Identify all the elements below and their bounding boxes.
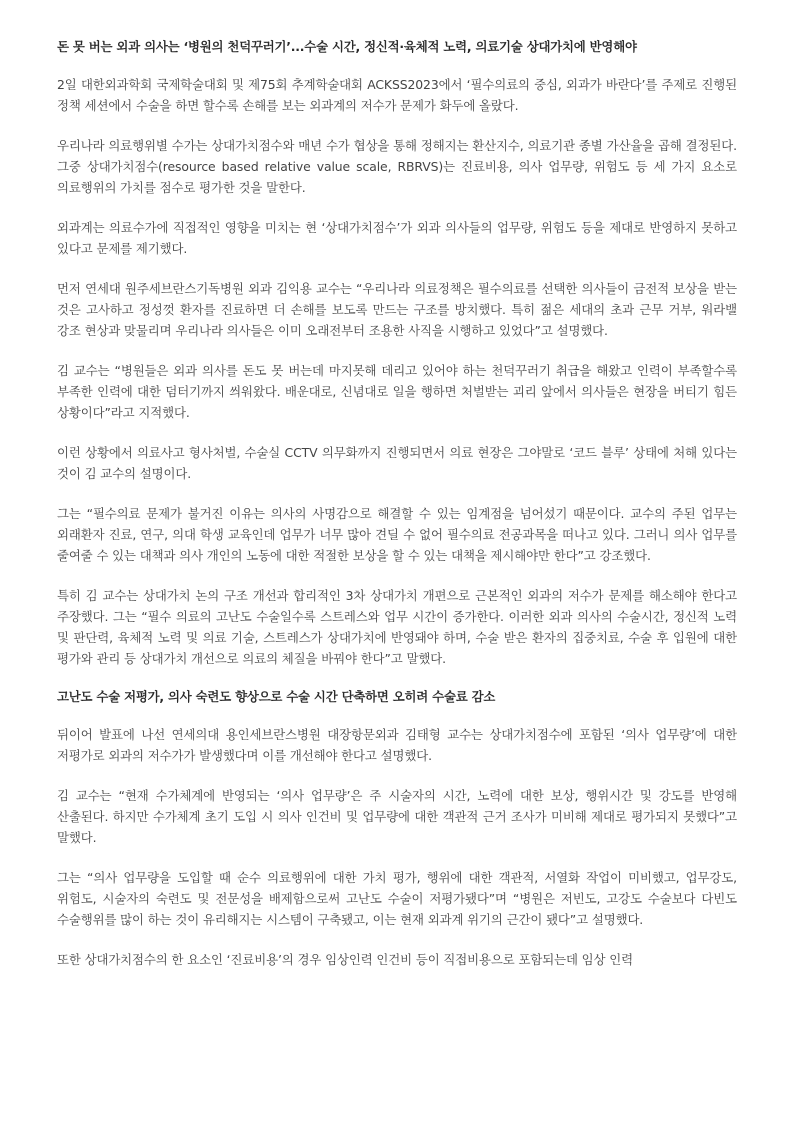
article-body: [57, 38, 737, 970]
paragraph-3: 외과계는 의료수가에 직접적인 영향을 미치는 현 ‘상대가치점수’가 외과 의사들의 업무량, 위험도 등을 제대로 반영하지 못하고 있다고 문제를 제기했다.: [57, 220, 737, 256]
paragraph-9: 뒤이어 발표에 나선 연세의대 용인세브란스병원 대장항문외과 김태형 교수는 상대가치점수에 포함된 ‘의사 업무량’에 대한 저평가로 외과의 저수가가 발생했다며 이를 개선해야 한다고 설명했다.: [57, 727, 737, 763]
paragraph-4: 먼저 연세대 원주세브란스기독병원 외과 김익용 교수는 “우리나라 의료정책은 필수의료를 선택한 의사들이 금전적 보상을 받는 것은 고사하고 정성껏 환자를 진료하면 더 손해를 보도록 만드는 구조를 방치했다. 특히 젊은 세대의 초과 근무 거부, 워라밸 강조 현상과 맞물리며 우리나라 의사들은 이미 오래전부터 조용한 사직을 시행하고 있었다”고 설명했다.: [57, 281, 737, 338]
paragraph-1: 2일 대한외과학회 국제학술대회 및 제75회 추계학술대회 ACKSS2023에서 ‘필수의료의 중심, 외과가 바란다’를 주제로 진행된 정책 세션에서 수술을 하면 할수록 손해를 보는 외과계의 저수가 문제가 화두에 올랐다.: [57, 77, 737, 113]
paragraph-6: 이런 상황에서 의료사고 형사처벌, 수술실 CCTV 의무화까지 진행되면서 의료 현장은 그야말로 ‘코드 블루’ 상태에 처해 있다는 것이 김 교수의 설명이다.: [57, 445, 737, 481]
paragraph-10: 김 교수는 “현재 수가체계에 반영되는 ‘의사 업무량’은 주 시술자의 시간, 노력에 대한 보상, 행위시간 및 강도를 반영해 산출된다. 하지만 수가체계 초기 도입 시 의사 인건비 및 업무량에 대한 객관적 근거 조사가 미비해 제대로 평가되지 못했다”고 말했다.: [57, 788, 737, 845]
paragraph-8: 특히 김 교수는 상대가치 논의 구조 개선과 합리적인 3차 상대가치 개편으로 근본적인 외과의 저수가 문제를 해소해야 한다고 주장했다. 그는 “필수 의료의 고난도 수술일수록 스트레스와 업무 시간이 증가한다. 이러한 외과 의사의 수술시간, 정신적 노력 및 판단력, 육체적 노력 및 의료 기술, 스트레스가 상대가치에 반영돼야 하며, 수술 받은 환자의 집중치료, 수술 후 입원에 대한 평가와 관리 등 상대가치 개선으로 의료의 체질을 바꿔야 한다”고 말했다.: [57, 588, 737, 666]
paragraph-2: 우리나라 의료행위별 수가는 상대가치점수와 매년 수가 협상을 통해 정해지는 환산지수, 의료기관 종별 가산율을 곱해 결정된다. 그중 상대가치점수(resource based relative value scale, RBRVS)는 진료비용, 의사 업무량, 위험도 등 세 가지 요소로 의료행위의 가치를 점수로 평가한 것을 말한다.: [57, 138, 737, 195]
paragraph-12: 또한 상대가치점수의 한 요소인 ‘진료비용’의 경우 임상인력 인건비 등이 직접비용으로 포함되는데 임상 인력: [57, 952, 633, 967]
paragraph-11: 그는 “의사 업무량을 도입할 때 순수 의료행위에 대한 가치 평가, 행위에 대한 객관적, 서열화 작업이 미비했고, 업무강도, 위험도, 시술자의 숙련도 및 전문성을 배제함으로써 고난도 수술이 저평가됐다”며 “병원은 저빈도, 고강도 수술보다 다빈도 수술행위를 많이 하는 것이 유리해지는 시스템이 구축됐고, 이는 현재 외과계 위기의 근간이 됐다”고 설명했다.: [57, 870, 737, 927]
paragraph-7: 그는 “필수의료 문제가 불거진 이유는 의사의 사명감으로 해결할 수 있는 임계점을 넘어섰기 때문이다. 교수의 주된 업무는 외래환자 진료, 연구, 의대 학생 교육인데 업무가 너무 많아 견딜 수 없어 필수의료 전공과목을 떠나고 있다. 그러니 의사 업무를 줄여줄 수 있는 대책과 의사 개인의 노동에 대한 적절한 보상을 할 수 있는 대책을 제시해야만 한다”고 강조했다.: [57, 506, 737, 563]
section-subheading: 고난도 수술 저평가, 의사 숙련도 향상으로 수술 시간 단축하면 오히려 수술료 감소: [57, 689, 496, 704]
article-headline: 돈 못 버는 외과 의사는 ‘병원의 천덕꾸러기’...수술 시간, 정신적·육체적 노력, 의료기술 상대가치에 반영해야: [57, 39, 637, 54]
paragraph-5: 김 교수는 “병원들은 외과 의사를 돈도 못 버는데 마지못해 데리고 있어야 하는 천덕꾸러기 취급을 해왔고 인력이 부족할수록 부족한 인력에 대한 덤터기까지 씌워왔다. 배운대로, 신념대로 일을 행하면 처벌받는 괴리 앞에서 의사들은 현장을 버티기 힘든 상황이다”라고 지적했다.: [57, 363, 737, 420]
